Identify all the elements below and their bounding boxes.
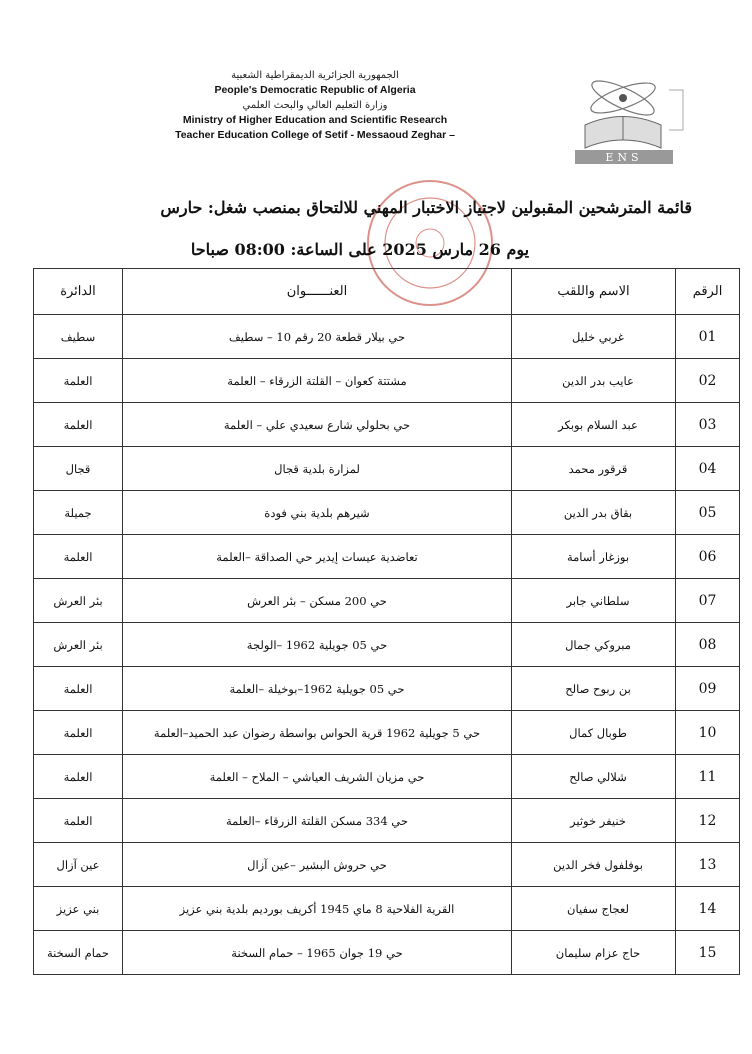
table-row (34, 535, 740, 579)
row-name: بن ربوح صالح (512, 667, 676, 711)
row-name: سلطاني جابر (512, 579, 676, 623)
row-daira: سطيف (34, 315, 123, 359)
row-daira: العلمة (34, 799, 123, 843)
row-number: 05 (676, 491, 740, 535)
table-row (34, 491, 740, 535)
row-daira: بئر العرش (34, 579, 123, 623)
table-row (34, 887, 740, 931)
row-name: قرقور محمد (512, 447, 676, 491)
row-daira: العلمة (34, 667, 123, 711)
row-number: 07 (676, 579, 740, 623)
republic-english: People's Democratic Republic of Algeria (214, 84, 416, 96)
row-address: حي بيلار قطعة 20 رقم 10 – سطيف (123, 315, 512, 359)
row-name: خنيفر خوثير (512, 799, 676, 843)
row-daira: بني عزيز (34, 887, 123, 931)
row-name: شلالي صالح (512, 755, 676, 799)
row-name: بوزغار أسامة (512, 535, 676, 579)
table-row (34, 667, 740, 711)
header-address: العنــــــوان (123, 269, 512, 315)
row-daira: العلمة (34, 755, 123, 799)
row-number: 11 (676, 755, 740, 799)
row-number: 03 (676, 403, 740, 447)
row-number: 14 (676, 887, 740, 931)
row-daira: العلمة (34, 359, 123, 403)
college-english: Teacher Education College of Setif - Messaoud Zeghar – (175, 129, 455, 141)
row-number: 15 (676, 931, 740, 975)
svg-text:ENS: ENS (605, 151, 643, 164)
row-address: شيرهم بلدية بني فودة (123, 491, 512, 535)
ministry-arabic: وزارة التعليم العالي والبحث العلمي (242, 100, 388, 111)
row-address: حي 05 جويلية 1962 –الولجة (123, 623, 512, 667)
table-row (34, 359, 740, 403)
row-number: 10 (676, 711, 740, 755)
row-address: حي 334 مسكن القلتة الزرقاء –العلمة (123, 799, 512, 843)
row-daira: حمام السخنة (34, 931, 123, 975)
row-name: عبد السلام بوبكر (512, 403, 676, 447)
row-name: طوبال كمال (512, 711, 676, 755)
document-title: قائمة المترشحين المقبولين لاجتياز الاختبار المهني للالتحاق بمنصب شغل: حارس (160, 198, 692, 217)
row-name: عايب بدر الدين (512, 359, 676, 403)
college-logo (565, 70, 695, 170)
table-row (34, 799, 740, 843)
row-number: 01 (676, 315, 740, 359)
row-number: 06 (676, 535, 740, 579)
row-daira: عين آزال (34, 843, 123, 887)
document-subtitle: يوم 26 مارس 2025 على الساعة: 08:00 صباحا (190, 240, 530, 259)
row-name: حاج عزام سليمان (512, 931, 676, 975)
row-name: بوفلفول فخر الدين (512, 843, 676, 887)
row-number: 04 (676, 447, 740, 491)
table-row (34, 579, 740, 623)
header-name: الاسم واللقب (512, 269, 676, 315)
table-row (34, 711, 740, 755)
row-daira: العلمة (34, 535, 123, 579)
row-address: حي بحلولي شارع سعيدي علي – العلمة (123, 403, 512, 447)
republic-arabic: الجمهورية الجزائرية الديمقراطية الشعبية (231, 70, 399, 81)
row-number: 13 (676, 843, 740, 887)
row-address: القرية الفلاحية 8 ماي 1945 أكريف بورديم بلدية بني عزيز (123, 887, 512, 931)
table-row (34, 843, 740, 887)
ministry-english: Ministry of Higher Education and Scientific Research (182, 114, 448, 126)
row-daira: جميلة (34, 491, 123, 535)
row-address: تعاضدية عيسات إيدير حي الصداقة –العلمة (123, 535, 512, 579)
row-name: مبروكي جمال (512, 623, 676, 667)
row-number: 12 (676, 799, 740, 843)
table-row (34, 623, 740, 667)
row-daira: العلمة (34, 711, 123, 755)
row-number: 09 (676, 667, 740, 711)
row-address: حي 5 جويلية 1962 قرية الحواس بواسطة رضوان عبد الحميد–العلمة (123, 711, 512, 755)
row-address: حي حروش البشير –عين آزال (123, 843, 512, 887)
row-address: حي مزيان الشريف العياشي – الملاح – العلمة (123, 755, 512, 799)
row-address: حي 19 جوان 1965 – حمام السخنة (123, 931, 512, 975)
row-name: لعجاج سفيان (512, 887, 676, 931)
row-daira: بئر العرش (34, 623, 123, 667)
row-daira: قجال (34, 447, 123, 491)
table-row (34, 403, 740, 447)
row-number: 02 (676, 359, 740, 403)
row-address: مشتتة كعوان – القلتة الزرقاء – العلمة (123, 359, 512, 403)
table-header-row (34, 269, 740, 315)
row-number: 08 (676, 623, 740, 667)
row-daira: العلمة (34, 403, 123, 447)
candidates-table (33, 268, 740, 975)
row-name: غربي خليل (512, 315, 676, 359)
table-row (34, 315, 740, 359)
header-daira: الدائرة (34, 269, 123, 315)
table-row (34, 931, 740, 975)
row-name: بقاق بدر الدين (512, 491, 676, 535)
row-address: لمزارة بلدية قجال (123, 447, 512, 491)
table-row (34, 447, 740, 491)
letterhead (100, 68, 530, 143)
row-address: حي 05 جويلية 1962–بوخيلة –العلمة (123, 667, 512, 711)
row-address: حي 200 مسكن – بئر العرش (123, 579, 512, 623)
table-row (34, 755, 740, 799)
header-number: الرقم (676, 269, 740, 315)
